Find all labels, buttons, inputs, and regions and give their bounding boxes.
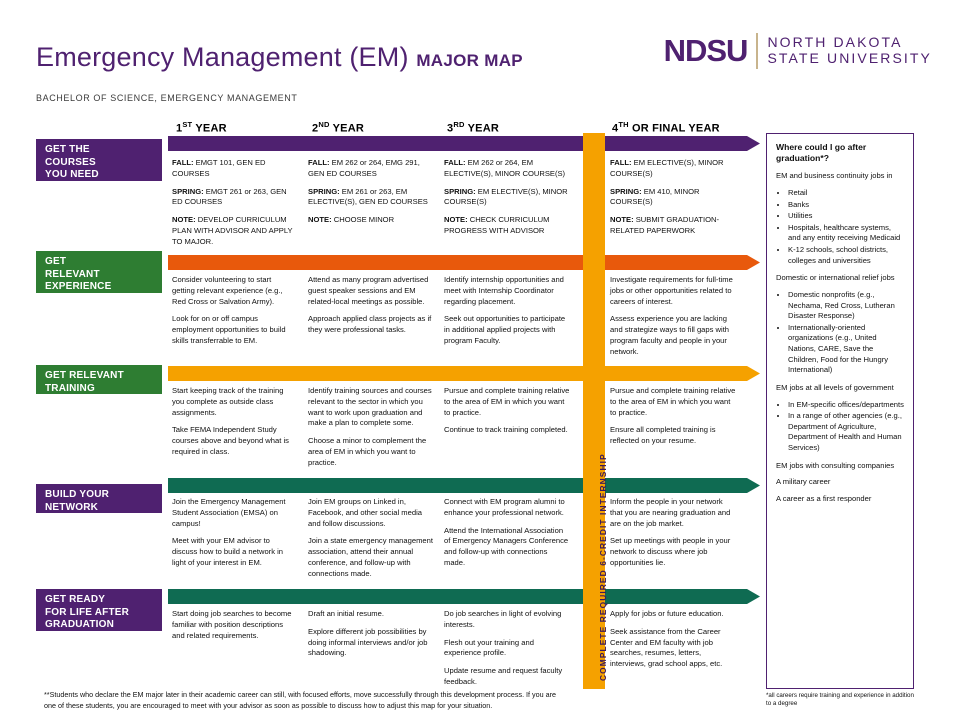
list-item: • Banks xyxy=(788,200,904,211)
row-band-graduation xyxy=(168,589,760,604)
row-band-experience xyxy=(168,255,760,270)
logo-line-2: STATE UNIVERSITY xyxy=(767,50,932,66)
careers-tail-responder: A career as a first responder xyxy=(776,493,872,503)
logo-abbreviation: NDSU xyxy=(663,33,748,68)
cell-courses-year2: FALL: EM 262 or 264, EMG 291, GEN ED COURSES SPRING: EM 261 or 263, EM ELECTIVE(S), GEN ED COURSES NOTE: CHOOSE MINOR xyxy=(308,158,428,225)
logo-line-1: NORTH DAKOTA xyxy=(767,34,903,51)
careers-list-business xyxy=(776,188,904,266)
logo-wordmark xyxy=(767,35,932,66)
internship-banner-label: COMPLETE REQUIRED 6-CREDIT INTERNSHIP xyxy=(598,453,608,681)
cell-courses-year3: FALL: EM 262 or 264, EM ELECTIVE(S), MINOR COURSE(S) SPRING: EM ELECTIVE(S), MINOR COURSE(S) NOTE: CHECK CURRICULUM PROGRESS WITH ADVISOR xyxy=(444,158,568,235)
row-label-network: BUILD YOUR NETWORK xyxy=(36,484,162,513)
cell-network-year1: Join the Emergency Management Student Association (EMSA) on campus! Meet with your EM advisor to discuss how to build a network in light of your interest in EM. xyxy=(172,497,286,567)
page-title-main: Emergency Management (EM) xyxy=(36,42,409,72)
careers-gov-heading: EM jobs at all levels of government xyxy=(776,382,894,392)
careers-tail-military: A military career xyxy=(776,477,831,487)
careers-panel-heading: Where could I go after graduation*? xyxy=(776,142,867,164)
cell-training-year2: Identify training sources and courses relevant to the sector in which you want to work upon graduation and make a plan to complete some. Choose a minor to complement the area of EM in which you want to practice. xyxy=(308,386,432,467)
ndsu-logo xyxy=(664,33,932,69)
cell-training-year3: Pursue and complete training relative to the area of EM in which you want to practice. Continue to track training completed. xyxy=(444,386,570,435)
cell-network-year3: Connect with EM program alumni to enhance your professional network. Attend the International Association of Emergency Managers Conference and follow-up with connections made. xyxy=(444,497,569,567)
cell-graduation-year1: Start doing job searches to become familiar with position descriptions and related requirements. xyxy=(172,609,292,640)
logo-divider xyxy=(756,33,758,69)
year-header-1: 1ST YEAR xyxy=(176,120,227,135)
page-title-suffix: MAJOR MAP xyxy=(416,51,523,70)
row-label-training: GET RELEVANT TRAINING xyxy=(36,365,162,394)
row-label-experience: GET RELEVANT EXPERIENCE xyxy=(36,251,162,293)
list-item: • In EM-specific offices/departments xyxy=(788,400,904,411)
row-band-courses xyxy=(168,136,760,151)
list-item: • Internationally-oriented organizations (e.g., United Nations, CARE, Save the Children, Food for the Hungry International) xyxy=(788,323,904,376)
careers-panel xyxy=(766,133,914,689)
careers-list-government xyxy=(776,400,904,454)
cell-graduation-year3: Do job searches in light of evolving interests. Flesh out your training and experience profile. Update resume and request faculty feedback. xyxy=(444,609,563,686)
cell-training-year1: Start keeping track of the training you complete as outside class assignments. Take FEMA Independent Study courses above and beyond what is required in class. xyxy=(172,386,289,456)
cell-courses-year4: FALL: EM ELECTIVE(S), MINOR COURSE(S) SPRING: EM 410, MINOR COURSE(S) NOTE: SUBMIT GRADUATION-RELATED PAPERWORK xyxy=(610,158,724,235)
cell-experience-year3: Identify internship opportunities and meet with Internship Coordinator regarding placement. Seek out opportunities to participate in additional applied projects with program Faculty. xyxy=(444,275,566,345)
list-item: • Domestic nonprofits (e.g., Nechama, Red Cross, Lutheran Disaster Response) xyxy=(788,290,904,322)
list-item: • Utilities xyxy=(788,211,904,222)
careers-list-relief xyxy=(776,290,904,376)
careers-relief-heading: Domestic or international relief jobs xyxy=(776,273,895,283)
cell-experience-year1: Consider volunteering to start getting relevant experience (e.g., Red Cross or Salvation Army). Look for on or off campus employment opportunities to build skills transferrable to EM. xyxy=(172,275,286,345)
year-header-2: 2ND YEAR xyxy=(312,120,364,135)
year-header-4: 4TH OR FINAL YEAR xyxy=(612,120,720,135)
cell-network-year4: Inform the people in your network that you are nearing graduation and are on the job market. Set up meetings with people in your network to discuss where job opportunities lie. xyxy=(610,497,731,567)
list-item: • Retail xyxy=(788,188,904,199)
row-band-network xyxy=(168,478,760,493)
internship-banner xyxy=(583,133,608,689)
cell-experience-year2: Attend as many program advertised guest speaker sessions and EM related-local meetings as possible. Approach applied class projects as if they were professional tasks. xyxy=(308,275,432,335)
list-item: • Hospitals, healthcare systems, and any entity receiving Medicaid xyxy=(788,223,904,244)
cell-graduation-year2: Draft an initial resume. Explore different job possibilities by doing informal interviews and/or job shadowing. xyxy=(308,609,428,658)
careers-panel-intro: EM and business continuity jobs in xyxy=(776,171,893,181)
list-item: • K-12 schools, school districts, colleges and universities xyxy=(788,245,904,266)
cell-training-year4: Pursue and complete training relative to the area of EM in which you want to practice. Ensure all completed training is reflected on your resume. xyxy=(610,386,736,446)
careers-footnote: *all careers require training and experience in addition to a degree xyxy=(766,692,914,708)
cell-experience-year4: Investigate requirements for full-time jobs or other opportunities related to careers of interest. Assess experience you are lacking and strategize ways to fill gaps with program faculty and people in your network. xyxy=(610,275,733,356)
page-subtitle: BACHELOR OF SCIENCE, EMERGENCY MANAGEMENT xyxy=(36,93,298,103)
row-label-courses: GET THE COURSES YOU NEED xyxy=(36,139,162,181)
careers-tail-consulting: EM jobs with consulting companies xyxy=(776,460,895,470)
row-label-graduation: GET READY FOR LIFE AFTER GRADUATION xyxy=(36,589,162,631)
page-title xyxy=(36,42,523,73)
cell-network-year2: Join EM groups on Linked in, Facebook, and other social media and follow discussions. Join a state emergency management association, attend their annual conference, and follow-up with connections made. xyxy=(308,497,433,578)
year-header-3: 3RD YEAR xyxy=(447,120,499,135)
page-footnote: **Students who declare the EM major later in their academic career can still, with focused efforts, move successfully through this development process. If you are one of these students, you are encouraged to meet with your advisor as soon as possible to discuss how to adjust this map for your situation. xyxy=(44,690,557,710)
list-item: • In a range of other agencies (e.g., Department of Agriculture, Department of Health and Human Services) xyxy=(788,411,904,454)
row-band-training xyxy=(168,366,760,381)
cell-courses-year1: FALL: EMGT 101, GEN ED COURSES SPRING: EMGT 261 or 263, GEN ED COURSES NOTE: DEVELOP CURRICULUM PLAN WITH ADVISOR AND APPLY TO MAJOR. xyxy=(172,158,293,246)
cell-graduation-year4: Apply for jobs or future education. Seek assistance from the Career Center and EM faculty with job searches, resumes, letters, interviews, grad school apps, etc. xyxy=(610,609,724,669)
